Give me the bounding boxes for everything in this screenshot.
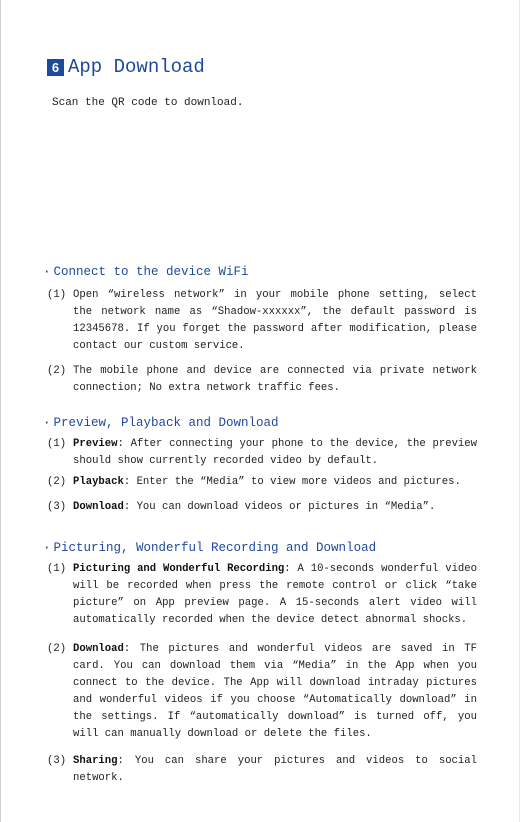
item-keyword: Sharing	[73, 755, 118, 767]
section-header	[47, 56, 205, 78]
section-title-wifi	[43, 265, 249, 279]
bullet-dot: ·	[43, 265, 51, 279]
list-item	[47, 363, 477, 397]
page-edge-left	[0, 0, 1, 822]
item-number: (1)	[47, 289, 67, 301]
item-text: : A 10-seconds wonderful video will be recorded when press the remote control or click “take picture” on App preview page. A 15-seconds alert video will automatically recorded when the device detect abnormal shocks.	[73, 563, 478, 626]
item-text: : You can share your pictures and videos to social network.	[73, 755, 477, 784]
section-title-preview	[43, 416, 279, 430]
item-text: : You can download videos or pictures in “Media”.	[123, 501, 436, 513]
item-number: (2)	[47, 643, 67, 655]
item-keyword: Download	[73, 643, 124, 655]
section-number-badge: 6	[47, 59, 64, 76]
section-title-text: Picturing, Wonderful Recording and Download	[53, 541, 377, 555]
section-title-picturing	[43, 541, 376, 555]
item-keyword: Playback	[73, 476, 124, 488]
item-number: (2)	[47, 365, 67, 377]
item-keyword: Preview	[73, 438, 118, 450]
intro-text: Scan the QR code to download.	[52, 97, 244, 109]
list-item	[47, 474, 477, 491]
page-title: App Download	[68, 56, 205, 78]
item-number: (2)	[47, 476, 67, 488]
item-text: : Enter the “Media” to view more videos and pictures.	[123, 476, 461, 488]
bullet-dot: ·	[43, 416, 51, 430]
item-text: The mobile phone and device are connected via private network connection; No extra network traffic fees.	[73, 365, 477, 394]
list-item	[47, 561, 477, 629]
item-keyword: Download	[73, 501, 124, 513]
item-text: Open “wireless network” in your mobile phone setting, select the network name as “Shadow-xxxxxx”, the default password is 12345678. If you forget the password after modification, please contact our custom service.	[73, 289, 477, 352]
section-title-text: Preview, Playback and Download	[53, 416, 279, 430]
list-item	[47, 753, 477, 787]
bullet-dot: ·	[43, 541, 51, 555]
item-number: (1)	[47, 563, 67, 575]
item-number: (3)	[47, 501, 67, 513]
list-item	[47, 499, 477, 516]
section-title-text: Connect to the device WiFi	[53, 265, 249, 279]
item-keyword: Picturing and Wonderful Recording	[73, 563, 285, 575]
item-text: : The pictures and wonderful videos are saved in TF card. You can download them via “Media” in the App when you connect to the device. The App will download intraday pictures and wonderful videos if you choose “Automatically download” in the settings. If “automatically download” is turned off, you will can manually download or delete the files.	[73, 643, 477, 740]
item-text: : After connecting your phone to the device, the preview should show currently recorded video by default.	[73, 438, 477, 467]
list-item	[47, 436, 477, 470]
list-item	[47, 287, 477, 355]
item-number: (1)	[47, 438, 67, 450]
item-number: (3)	[47, 755, 67, 767]
list-item	[47, 641, 477, 743]
